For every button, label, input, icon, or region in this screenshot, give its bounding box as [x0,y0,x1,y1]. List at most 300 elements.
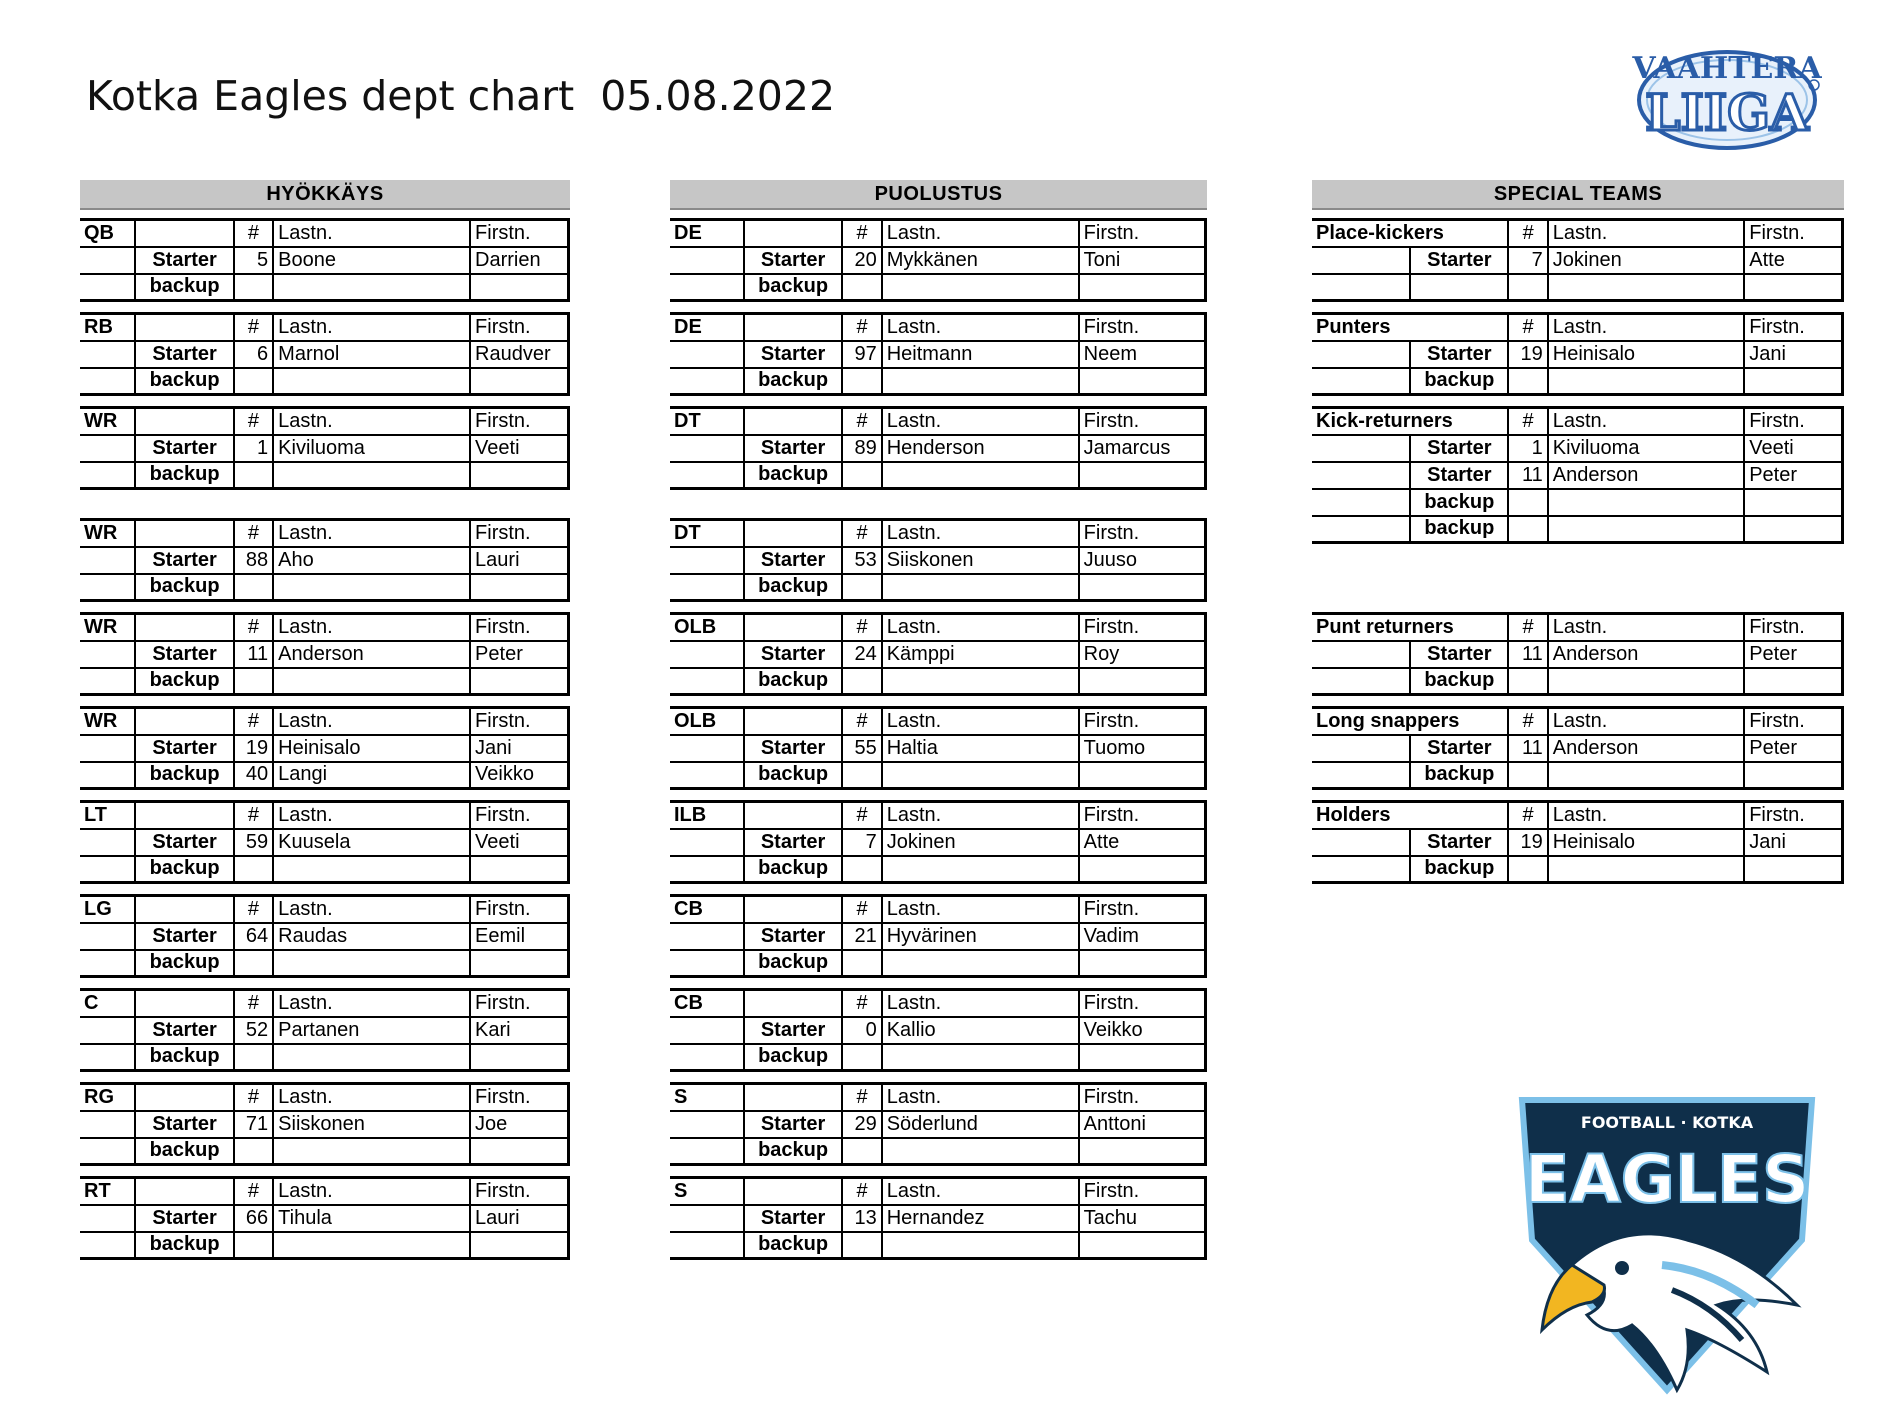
first-name-column-header: Firstn. [1079,1084,1206,1111]
block-header-row [80,614,569,641]
jersey-number: 11 [1508,641,1547,668]
defense-header: PUOLUSTUS [670,180,1207,210]
role-label: backup [135,762,233,789]
first-name [1079,856,1206,883]
first-name [470,462,568,489]
role-label: Starter [135,1111,233,1138]
position-label: DE [670,220,744,247]
blank-cell [1312,762,1410,789]
last-name [1548,856,1744,883]
position-label: Long snappers [1312,708,1508,735]
jersey-number: 59 [234,829,273,856]
first-name: Toni [1079,247,1206,274]
blank-cell [135,1178,233,1205]
blank-cell [670,435,744,462]
blank-cell [1312,668,1410,695]
jersey-number: 11 [1508,462,1547,489]
blank-cell [80,1138,135,1165]
last-name [882,368,1079,395]
offense-position-block [80,800,570,884]
jersey-number: 64 [234,923,273,950]
blank-cell [744,220,842,247]
role-label: backup [744,368,842,395]
defense-position-block [670,518,1207,602]
block-header-row [670,314,1206,341]
last-name-column-header: Lastn. [882,708,1079,735]
last-name-column-header: Lastn. [882,990,1079,1017]
last-name-column-header: Lastn. [882,520,1079,547]
last-name [1548,489,1744,516]
first-name-column-header: Firstn. [1079,314,1206,341]
jersey-number [842,950,881,977]
first-name-column-header: Firstn. [1079,708,1206,735]
player-row [1312,274,1843,301]
player-row [670,1138,1206,1165]
last-name: Heitmann [882,341,1079,368]
role-label: Starter [744,829,842,856]
special-position-block [1312,800,1844,884]
role-label: backup [1410,489,1508,516]
player-row [670,435,1206,462]
last-name-column-header: Lastn. [273,614,470,641]
blank-cell [135,708,233,735]
first-name [1079,368,1206,395]
last-name: Kiviluoma [273,435,470,462]
special-teams-column [1312,180,1844,884]
position-label: Punters [1312,314,1508,341]
jersey-number [234,462,273,489]
first-name-column-header: Firstn. [1079,220,1206,247]
blank-cell [80,1017,135,1044]
block-header-row [670,1084,1206,1111]
blank-cell [80,547,135,574]
offense-position-block [80,894,570,978]
jersey-number [842,574,881,601]
player-row [1312,641,1843,668]
last-name [273,1044,470,1071]
defense-position-block [670,1082,1207,1166]
last-name-column-header: Lastn. [273,708,470,735]
player-row [80,641,569,668]
jersey-number [234,574,273,601]
player-row [80,435,569,462]
last-name-column-header: Lastn. [882,1178,1079,1205]
player-row [670,923,1206,950]
last-name-column-header: Lastn. [273,896,470,923]
player-row [80,1205,569,1232]
number-column-header: # [842,520,881,547]
player-row [670,547,1206,574]
jersey-number: 89 [842,435,881,462]
last-name [1548,516,1744,543]
role-label: backup [1410,368,1508,395]
first-name [1744,274,1842,301]
last-name [273,274,470,301]
role-label: Starter [744,641,842,668]
blank-cell [80,462,135,489]
number-column-header: # [842,614,881,641]
position-label: WR [80,520,135,547]
last-name [1548,762,1744,789]
blank-cell [80,735,135,762]
block-header-row [80,314,569,341]
special-position-block [1312,612,1844,696]
first-name: Atte [1079,829,1206,856]
role-label: backup [744,274,842,301]
position-label: OLB [670,614,744,641]
blank-cell [744,990,842,1017]
first-name [1744,368,1842,395]
first-name: Peter [1744,641,1842,668]
defense-position-block [670,1176,1207,1260]
last-name-column-header: Lastn. [273,1084,470,1111]
blank-cell [1312,462,1410,489]
last-name: Hernandez [882,1205,1079,1232]
role-label: Starter [744,735,842,762]
last-name [1548,368,1744,395]
number-column-header: # [234,408,273,435]
special-teams-blocks [1312,218,1844,884]
first-name-column-header: Firstn. [1744,614,1842,641]
blank-cell [670,1044,744,1071]
jersey-number [842,274,881,301]
jersey-number: 11 [234,641,273,668]
block-header-row [670,802,1206,829]
number-column-header: # [842,1084,881,1111]
first-name [1079,574,1206,601]
player-row [1312,435,1843,462]
position-label: DE [670,314,744,341]
position-label: RT [80,1178,135,1205]
liiga-logo-line2: LIIGA [1645,83,1809,142]
first-name: Lauri [470,547,568,574]
player-row [670,641,1206,668]
position-label: Punt returners [1312,614,1508,641]
first-name: Veeti [1744,435,1842,462]
defense-position-block [670,312,1207,396]
last-name-column-header: Lastn. [1548,802,1744,829]
first-name: Joe [470,1111,568,1138]
blank-cell [80,274,135,301]
last-name-column-header: Lastn. [273,220,470,247]
blank-cell [670,1232,744,1259]
blank-cell [1312,516,1410,543]
first-name-column-header: Firstn. [470,990,568,1017]
player-row [80,547,569,574]
blank-cell [1312,829,1410,856]
blank-cell [80,923,135,950]
blank-cell [670,462,744,489]
jersey-number: 55 [842,735,881,762]
last-name [1548,668,1744,695]
last-name: Langi [273,762,470,789]
role-label: Starter [744,547,842,574]
number-column-header: # [1508,408,1547,435]
defense-position-block [670,612,1207,696]
vaahtera-liiga-logo [1632,30,1822,155]
blank-cell [670,574,744,601]
jersey-number [1508,368,1547,395]
defense-position-block [670,218,1207,302]
first-name: Veikko [470,762,568,789]
player-row [670,1044,1206,1071]
role-label: Starter [135,923,233,950]
role-label: backup [135,1138,233,1165]
player-row [1312,668,1843,695]
player-row [80,735,569,762]
number-column-header: # [234,1178,273,1205]
first-name [470,1232,568,1259]
blank-cell [670,341,744,368]
jersey-number [842,1138,881,1165]
blank-cell [670,247,744,274]
last-name: Boone [273,247,470,274]
number-column-header: # [1508,802,1547,829]
player-row [670,950,1206,977]
number-column-header: # [234,990,273,1017]
player-row [670,735,1206,762]
player-row [1312,762,1843,789]
first-name-column-header: Firstn. [1079,1178,1206,1205]
number-column-header: # [842,1178,881,1205]
block-header-row [80,220,569,247]
first-name [1079,1138,1206,1165]
first-name [470,950,568,977]
first-name: Neem [1079,341,1206,368]
last-name: Kallio [882,1017,1079,1044]
number-column-header: # [842,990,881,1017]
blank-cell [135,802,233,829]
last-name: Tihula [273,1205,470,1232]
last-name: Söderlund [882,1111,1079,1138]
block-header-row [670,220,1206,247]
offense-header: HYÖKKÄYS [80,180,570,210]
block-header-row [1312,614,1843,641]
blank-cell [670,547,744,574]
offense-column [80,180,570,1260]
first-name [470,856,568,883]
last-name-column-header: Lastn. [882,220,1079,247]
blank-cell [744,896,842,923]
first-name-column-header: Firstn. [470,896,568,923]
player-row [670,1017,1206,1044]
position-label: Holders [1312,802,1508,829]
special-position-block [1312,406,1844,544]
jersey-number: 7 [1508,247,1547,274]
defense-position-block [670,894,1207,978]
blank-cell [670,829,744,856]
role-label: Starter [135,829,233,856]
last-name-column-header: Lastn. [273,520,470,547]
position-label: OLB [670,708,744,735]
blank-cell [1312,856,1410,883]
blank-cell [670,668,744,695]
last-name-column-header: Lastn. [882,408,1079,435]
blank-cell [670,762,744,789]
position-label: RG [80,1084,135,1111]
number-column-header: # [1508,220,1547,247]
blank-cell [670,923,744,950]
role-label: backup [1410,668,1508,695]
blank-cell [80,668,135,695]
block-header-row [670,1178,1206,1205]
role-label: Starter [135,341,233,368]
role-label: backup [135,1044,233,1071]
first-name-column-header: Firstn. [470,220,568,247]
last-name: Siiskonen [273,1111,470,1138]
blank-cell [1312,274,1410,301]
offense-position-block [80,1176,570,1260]
jersey-number [234,856,273,883]
first-name-column-header: Firstn. [470,1084,568,1111]
first-name: Juuso [1079,547,1206,574]
blank-cell [135,990,233,1017]
first-name: Veeti [470,435,568,462]
blank-cell [744,314,842,341]
position-label: QB [80,220,135,247]
blank-cell [1312,341,1410,368]
player-row [80,668,569,695]
last-name: Mykkänen [882,247,1079,274]
position-label: ILB [670,802,744,829]
position-label: CB [670,896,744,923]
position-label: CB [670,990,744,1017]
first-name-column-header: Firstn. [1079,520,1206,547]
blank-cell [744,520,842,547]
position-label: Kick-returners [1312,408,1508,435]
defense-position-block [670,406,1207,490]
number-column-header: # [234,1084,273,1111]
jersey-number: 66 [234,1205,273,1232]
first-name: Lauri [470,1205,568,1232]
block-header-row [670,990,1206,1017]
role-label: Starter [744,1111,842,1138]
player-row [80,274,569,301]
jersey-number: 5 [234,247,273,274]
blank-cell [80,247,135,274]
blank-cell [1312,489,1410,516]
first-name [470,1044,568,1071]
blank-cell [135,614,233,641]
player-row [80,762,569,789]
last-name: Partanen [273,1017,470,1044]
player-row [670,762,1206,789]
blank-cell [670,1111,744,1138]
last-name [882,668,1079,695]
number-column-header: # [842,408,881,435]
special-position-block [1312,312,1844,396]
player-row [1312,489,1843,516]
blank-cell [744,1178,842,1205]
block-header-row [1312,314,1843,341]
last-name [273,574,470,601]
last-name [882,1044,1079,1071]
jersey-number: 40 [234,762,273,789]
jersey-number: 88 [234,547,273,574]
last-name [882,762,1079,789]
blank-cell [135,1084,233,1111]
first-name: Eemil [470,923,568,950]
player-row [80,1111,569,1138]
offense-position-block [80,218,570,302]
jersey-number: 24 [842,641,881,668]
first-name [1079,274,1206,301]
first-name [470,1138,568,1165]
player-row [80,1044,569,1071]
last-name [882,462,1079,489]
position-label: S [670,1084,744,1111]
first-name: Tachu [1079,1205,1206,1232]
first-name: Vadim [1079,923,1206,950]
first-name-column-header: Firstn. [470,408,568,435]
last-name-column-header: Lastn. [273,314,470,341]
first-name-column-header: Firstn. [470,1178,568,1205]
blank-cell [1312,368,1410,395]
role-label: Starter [135,1205,233,1232]
block-header-row [80,802,569,829]
offense-position-block [80,706,570,790]
player-row [80,341,569,368]
last-name: Hyvärinen [882,923,1079,950]
block-header-row [670,708,1206,735]
first-name [1079,950,1206,977]
role-label: backup [135,462,233,489]
jersey-number [234,668,273,695]
block-header-row [80,408,569,435]
eagles-logo-word: EAGLES [1524,1141,1810,1218]
role-label: backup [135,574,233,601]
role-label: backup [1410,762,1508,789]
jersey-number [1508,668,1547,695]
last-name-column-header: Lastn. [1548,408,1744,435]
position-label: LT [80,802,135,829]
last-name: Henderson [882,435,1079,462]
last-name-column-header: Lastn. [1548,220,1744,247]
last-name-column-header: Lastn. [1548,708,1744,735]
jersey-number: 71 [234,1111,273,1138]
jersey-number: 19 [234,735,273,762]
block-header-row [80,1084,569,1111]
role-label: Starter [135,1017,233,1044]
position-label: S [670,1178,744,1205]
special-teams-header: SPECIAL TEAMS [1312,180,1844,210]
blank-cell [80,1044,135,1071]
position-label: C [80,990,135,1017]
role-label [1410,274,1508,301]
jersey-number [842,1232,881,1259]
kotka-eagles-logo [1512,1090,1822,1400]
blank-cell [80,950,135,977]
number-column-header: # [234,220,273,247]
role-label: backup [744,462,842,489]
role-label: backup [744,762,842,789]
jersey-number: 1 [1508,435,1547,462]
jersey-number [842,668,881,695]
last-name-column-header: Lastn. [1548,614,1744,641]
number-column-header: # [234,520,273,547]
player-row [670,368,1206,395]
first-name: Jani [1744,341,1842,368]
jersey-number: 19 [1508,829,1547,856]
first-name [1079,1232,1206,1259]
last-name-column-header: Lastn. [273,408,470,435]
role-label: Starter [135,735,233,762]
player-row [670,274,1206,301]
number-column-header: # [842,708,881,735]
first-name [1744,489,1842,516]
blank-cell [80,762,135,789]
number-column-header: # [842,896,881,923]
